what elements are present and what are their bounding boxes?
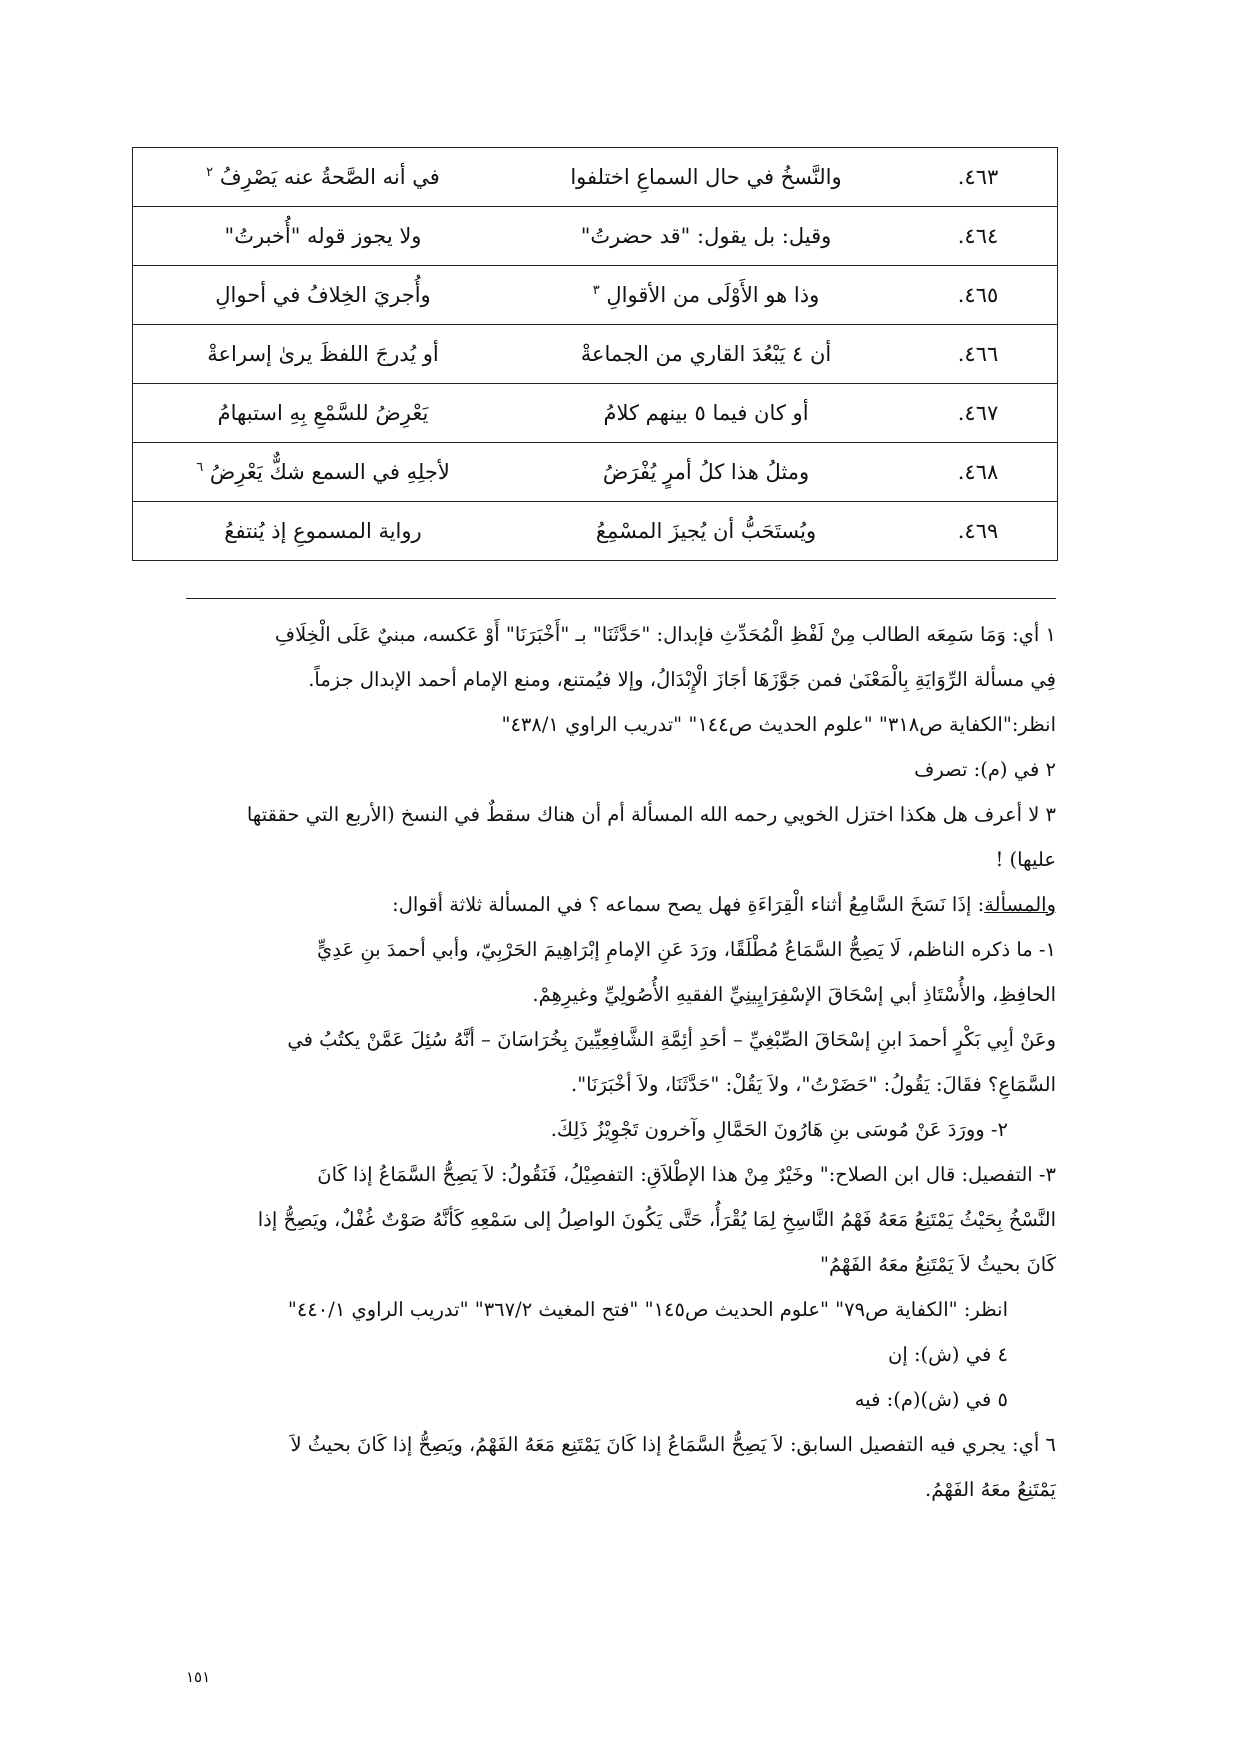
footnote-line: عليها) ! xyxy=(995,848,1056,871)
footnote-line: ٣ لا أعرف هل هكذا اختزل الخويي رحمه الله المسألة أم أن هناك سقطٌ في النسخ (الأربع التي حققتها xyxy=(246,803,1056,826)
hemistich-text: وذا هو الأَوْلَى من الأقوالِ xyxy=(606,283,820,307)
hemistich-text: في أنه الصَّحةُ عنه يَصْرِفُ xyxy=(219,165,440,189)
second-hemistich xyxy=(133,148,514,207)
hemistich-text: لأجلِهِ في السمع شكٌّ يَعْرِضُ xyxy=(209,460,450,484)
verse-table xyxy=(132,147,1058,561)
footnote-marker: ٢ xyxy=(206,165,214,180)
verse-number: ٤٦٣. xyxy=(899,148,1058,207)
verse-number: ٤٦٥. xyxy=(899,266,1058,325)
masala-intro xyxy=(186,882,1056,927)
masala-label: والمسألة xyxy=(984,893,1056,916)
first-hemistich xyxy=(513,207,899,266)
verse-row xyxy=(133,384,1058,443)
first-hemistich xyxy=(513,443,899,502)
opinion-line: ٣- التفصيل: قال ابن الصلاح:" وخَيْرٌ مِنْ هذا الإطْلاَقِ: التفصِيْلُ، فَنَقُولُ: لاَ يَصِحُّ السَّمَاعُ إذا كَانَ xyxy=(317,1163,1056,1186)
hemistich-text: أو كان فيما ٥ بينهم كلامُ xyxy=(603,401,809,425)
opinion-line: النَّسْخُ بِحَيْثُ يَمْتَنِعُ مَعَهُ فَهْمُ النَّاسِخِ لِمَا يُقْرَأُ، حَتَّى يَكُونَ الواصِلُ إلى سَمْعِهِ كَأنَّهُ صَوْتٌ غُفْلٌ، ويَصِحُّ إذا xyxy=(257,1208,1056,1231)
verse-number: ٤٦٤. xyxy=(899,207,1058,266)
first-hemistich xyxy=(513,266,899,325)
second-hemistich xyxy=(133,384,514,443)
verse-row xyxy=(133,207,1058,266)
reference-line: انظر: "الكفاية ص٧٩" "علوم الحديث ص١٤٥" "فتح المغيث ٣٦٧/٢" "تدريب الراوي ٤٤٠/١" xyxy=(287,1298,1008,1321)
footnote-line: ١ أي: وَمَا سَمِعَه الطالب مِنْ لَفْظِ الْمُحَدِّثِ فإبدال: "حَدَّثَنَا" بـ "أَخْبَرَنَا" أَوْ عَكسه، مبنيٌ عَلَى الْخِلَافِ xyxy=(274,623,1056,646)
opinion-line: السَّمَاعِ؟ فقَالَ: يَقُولُ: "حَضَرْتُ"، ولاَ يَقُلْ: "حَدَّثَنَا، ولاَ أخْبَرَنَا". xyxy=(571,1073,1056,1096)
hemistich-text: ومثلُ هذا كلُ أمرٍ يُفْرَضُ xyxy=(602,460,810,484)
opinion-line: ٢- وورَدَ عَنْ مُوسَى بنِ هَارُونَ الحَمَّالِ وآخرون تَجْوِيْزُ ذَلِكَ. xyxy=(550,1118,1008,1141)
second-hemistich xyxy=(133,502,514,561)
hemistich-text: ويُستَحَبُّ أن يُجيزَ المسْمِعُ xyxy=(595,519,817,543)
footnote-line: ٢ في (م): تصرف xyxy=(914,758,1056,781)
verse-number: ٤٦٩. xyxy=(899,502,1058,561)
footnote-line: فِي مسألة الرِّوَايَةِ بِالْمَعْنَىٰ فمن جَوَّزَهَا أجَازَ الْإِبْدَالُ، وإلا فيُمتنع، ومنع الإمام أحمد الإبدال جزماً. xyxy=(308,668,1056,691)
page-number: ١٥١ xyxy=(186,1668,211,1686)
footnote-line: ٤ في (ش): إن xyxy=(888,1343,1008,1366)
first-hemistich xyxy=(513,148,899,207)
second-hemistich xyxy=(133,266,514,325)
second-hemistich xyxy=(133,443,514,502)
hemistich-text: أو يُدرجَ اللفظَ يرىٰ إسراعةْ xyxy=(207,342,439,366)
verse-row xyxy=(133,443,1058,502)
footnote-marker: ٣ xyxy=(592,283,600,298)
verse-row xyxy=(133,325,1058,384)
hemistich-text: ولا يجوز قوله "أُخبرتُ" xyxy=(224,224,422,248)
hemistich-text: وقيل: بل يقول: "قد حضرتُ" xyxy=(580,224,832,248)
reference-line: انظر:"الكفاية ص٣١٨" "علوم الحديث ص١٤٤" "تدريب الراوي ٤٣٨/١" xyxy=(501,713,1056,736)
first-hemistich xyxy=(513,325,899,384)
hemistich-text: يَعْرِضُ للسَّمْعِ بِهِ استبهامُ xyxy=(217,401,429,425)
footnote-line: ٥ في (ش)(م): فيه xyxy=(854,1388,1008,1411)
footnote-line: يَمْتَنِعُ معَهُ الفَهْمُ. xyxy=(925,1478,1056,1501)
footnote-line: ٦ أي: يجري فيه التفصيل السابق: لاَ يَصِحُّ السَّمَاعُ إذا كَانَ يَمْتَنِع مَعَهُ الفَهْمُ، ويَصِحُّ إذا كَانَ بحيثُ لاَ xyxy=(290,1433,1056,1456)
opinion-line: ١- ما ذكره الناظم، لَا يَصِحُّ السَّمَاعُ مُطْلَقًا، ورَدَ عَنِ الإمامِ إبْرَاهِيمَ الحَرْبِيّ، وأبي أحمدَ بنِ عَدِيٍّ xyxy=(317,938,1056,961)
verse-row xyxy=(133,266,1058,325)
hemistich-text: وأُجريَ الخِلافُ في أحوالِ xyxy=(215,283,431,307)
verse-number: ٤٦٨. xyxy=(899,443,1058,502)
footnote-divider xyxy=(186,598,1056,599)
hemistich-text: رواية المسموعِ إذ يُنتفعُ xyxy=(224,519,422,543)
hemistich-text: والنَّسخُ في حال السماعِ اختلفوا xyxy=(570,165,842,189)
second-hemistich xyxy=(133,325,514,384)
verse-row xyxy=(133,502,1058,561)
opinion-line: الحافِظِ، والأُسْتَاذِ أبي إسْحَاقَ الإسْفِرَايِينِيِّ الفقيهِ الأُصُولِيِّ وغيرِهِمْ. xyxy=(532,983,1056,1006)
verse-row xyxy=(133,148,1058,207)
first-hemistich xyxy=(513,502,899,561)
footnote-marker: ٦ xyxy=(196,460,204,475)
footnotes xyxy=(186,612,1056,1512)
verse-number: ٤٦٧. xyxy=(899,384,1058,443)
masala-text: : إذَا نَسَخَ السَّامِعُ أثناء الْقِرَاءَةِ فهل يصح سماعه ؟ في المسألة ثلاثة أقوال: xyxy=(392,893,985,916)
first-hemistich xyxy=(513,384,899,443)
opinion-line: وعَنْ أبِي بَكْرٍ أحمدَ ابنِ إسْحَاقَ الصِّبْغِيِّ – أحَدِ أئِمَّةِ الشَّافِعِيِّينَ بِخُرَاسَانَ – أنَّهُ سُئِلَ عَمَّنْ يكتُبُ في xyxy=(287,1028,1056,1051)
opinion-line: كَانَ بحيثُ لاَ يَمْتَنِعُ معَهُ الفَهْمُ" xyxy=(819,1253,1056,1276)
second-hemistich xyxy=(133,207,514,266)
verse-number: ٤٦٦. xyxy=(899,325,1058,384)
hemistich-text: أن ٤ يَبْعُدَ القاري من الجماعةْ xyxy=(580,342,832,366)
